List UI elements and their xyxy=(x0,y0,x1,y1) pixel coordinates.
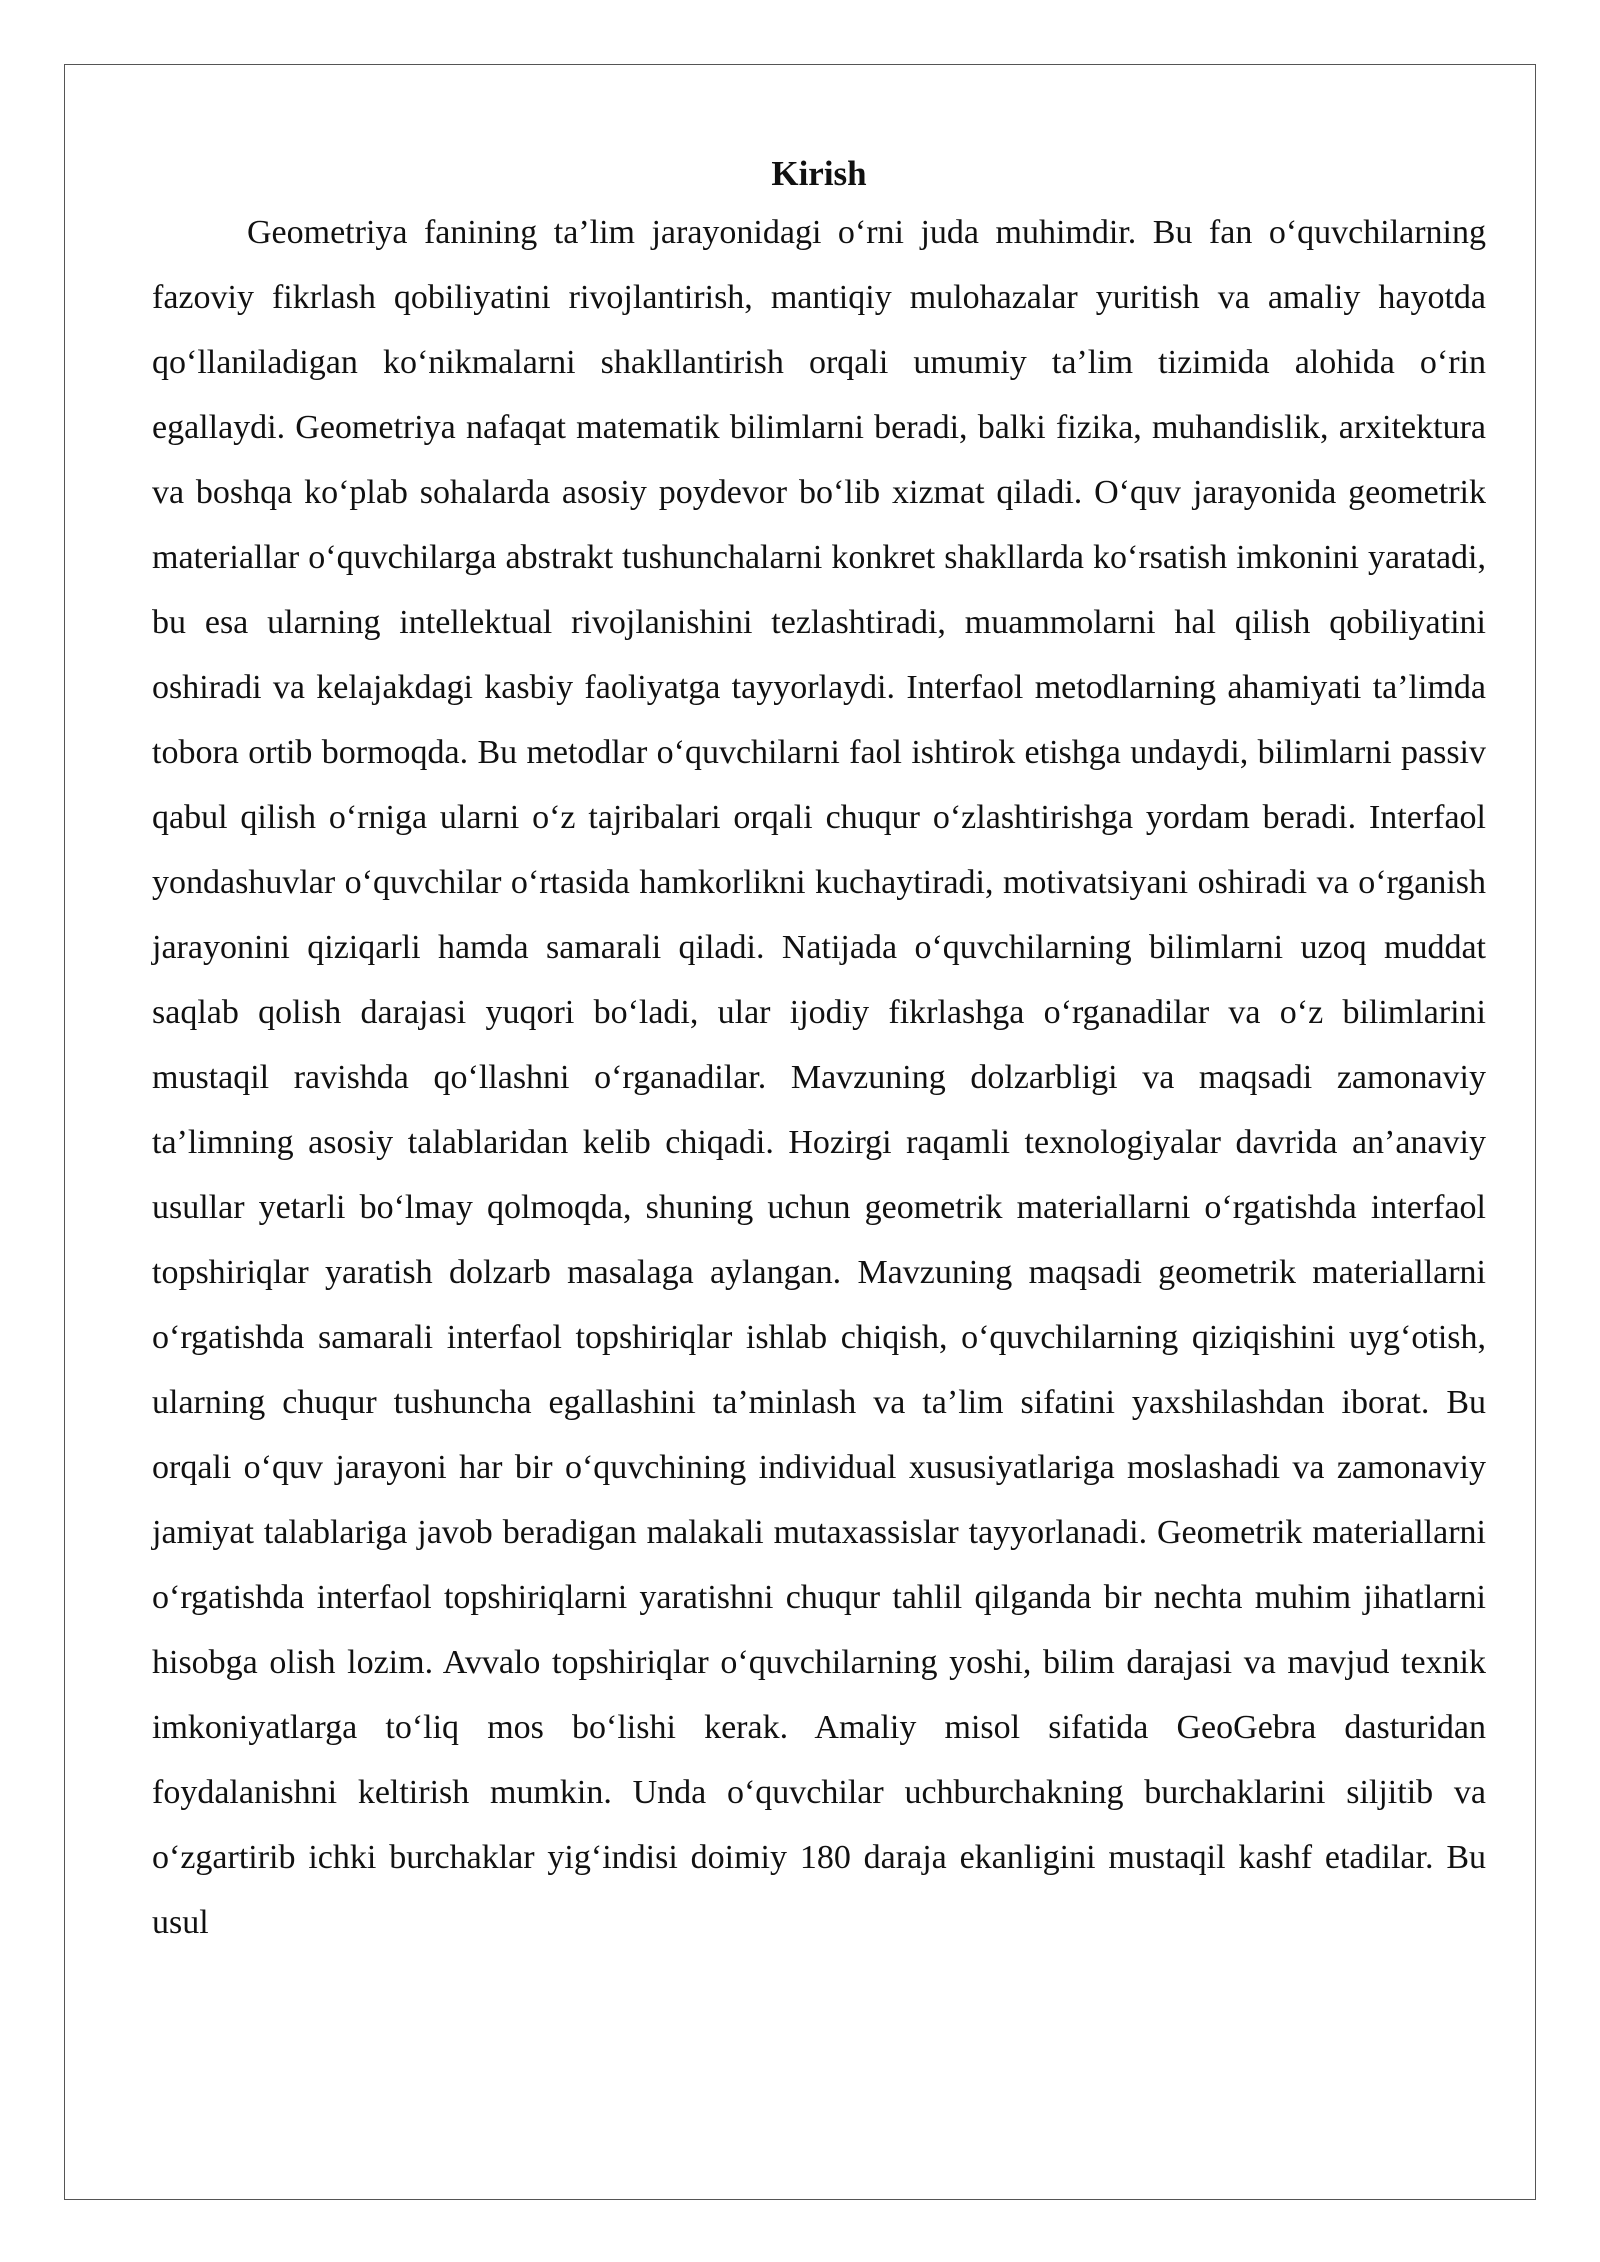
document-content xyxy=(152,148,1486,1955)
section-title: Kirish xyxy=(771,154,867,193)
body-paragraph: Geometriya fanining ta’lim jarayonidagi o‘rni juda muhimdir. Bu fan o‘quvchilarning fazoviy fikrlash qobiliyatini rivojlantirish, mantiqiy mulohazalar yuritish va amaliy hayotda qo‘llaniladigan ko‘nikmalarni shakllantirish orqali umumiy ta’lim tizimida alohida o‘rin egallaydi. Geometriya nafaqat matematik bilimlarni beradi, balki fizika, muhandislik, arxitektura va boshqa ko‘plab sohalarda asosiy poydevor bo‘lib xizmat qiladi. O‘quv jarayonida geometrik materiallar o‘quvchilarga abstrakt tushunchalarni konkret shakllarda ko‘rsatish imkonini yaratadi, bu esa ularning intellektual rivojlanishini tezlashtiradi, muammolarni hal qilish qobiliyatini oshiradi va kelajakdagi kasbiy faoliyatga tayyorlaydi. Interfaol metodlarning ahamiyati ta’limda tobora ortib bormoqda. Bu metodlar o‘quvchilarni faol ishtirok etishga undaydi, bilimlarni passiv qabul qilish o‘rniga ularni o‘z tajribalari orqali chuqur o‘zlashtirishga yordam beradi. Interfaol yondashuvlar o‘quvchilar o‘rtasida hamkorlikni kuchaytiradi, motivatsiyani oshiradi va o‘rganish jarayonini qiziqarli hamda samarali qiladi. Natijada o‘quvchilarning bilimlarni uzoq muddat saqlab qolish darajasi yuqori bo‘ladi, ular ijodiy fikrlashga o‘rganadilar va o‘z bilimlarini mustaqil ravishda qo‘llashni o‘rganadilar. Mavzuning dolzarbligi va maqsadi zamonaviy ta’limning asosiy talablaridan kelib chiqadi. Hozirgi raqamli texnologiyalar davrida an’anaviy usullar yetarli bo‘lmay qolmoqda, shuning uchun geometrik materiallarni o‘rgatishda interfaol topshiriqlar yaratish dolzarb masalaga aylangan. Mavzuning maqsadi geometrik materiallarni o‘rgatishda samarali interfaol topshiriqlar ishlab chiqish, o‘quvchilarning qiziqishini uyg‘otish, ularning chuqur tushuncha egallashini ta’minlash va ta’lim sifatini yaxshilashdan iborat. Bu orqali o‘quv jarayoni har bir o‘quvchining individual xususiyatlariga moslashadi va zamonaviy jamiyat talablariga javob beradigan malakali mutaxassislar tayyorlanadi. Geometrik materiallarni o‘rgatishda interfaol topshiriqlarni yaratishni chuqur tahlil qilganda bir nechta muhim jihatlarni hisobga olish lozim. Avvalo topshiriqlar o‘quvchilarning yoshi, bilim darajasi va mavjud texnik imkoniyatlarga to‘liq mos bo‘lishi kerak. Amaliy misol sifatida GeoGebra dasturidan foydalanishni keltirish mumkin. Unda o‘quvchilar uchburchakning burchaklarini siljitib va o‘zgartirib ichki burchaklar yig‘indisi doimiy 180 daraja ekanligini mustaqil kashf etadilar. Bu usul xyxy=(152,214,1486,1941)
